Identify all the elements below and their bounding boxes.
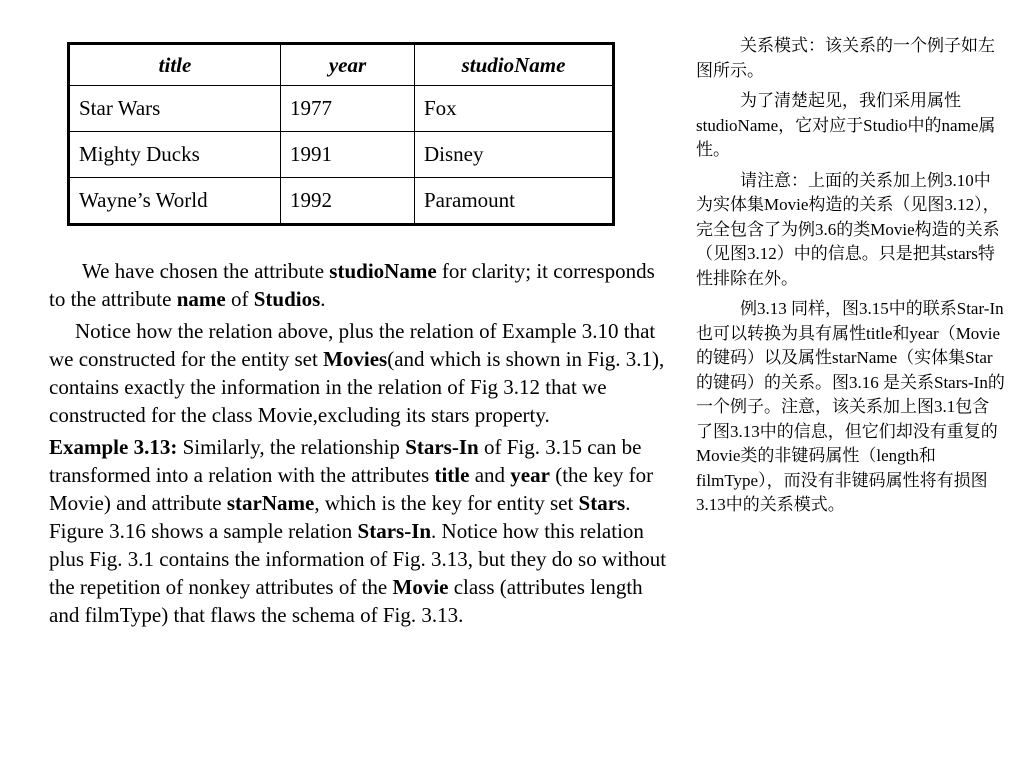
table-row (69, 178, 614, 225)
chinese-paragraph-4: 例3.13 同样，图3.15中的联系Star-In也可以转换为具有属性title和year（Movie的键码）以及属性starName（实体集Star的键码）的关系。图3.16 是关系Stars-In的一个例子。注意，该关系加上图3.1包含了图3.13中的信息，但它们却没有重复的Movie类的非键码属性（length和filmType），而没有非键码属性将有损图3.13中的关系模式。 (696, 299, 1005, 514)
cell-title: Star Wars (69, 86, 281, 132)
chinese-paragraph-1: 关系模式：该关系的一个例子如左图所示。 (696, 36, 995, 80)
header-year: year (281, 44, 415, 86)
cell-year: 1991 (281, 132, 415, 178)
header-title: title (69, 44, 281, 86)
cell-title: Mighty Ducks (69, 132, 281, 178)
english-paragraph-3: Example 3.13: Similarly, the relationship Stars-In of Fig. 3.15 can be transformed into a relation with the attributes title and year (the key for Movie) and attribute starName, which is the key for entity set Stars. Figure 3.16 shows a sample relation Stars-In. Notice how this relation plus Fig. 3.1 contains the information of Fig. 3.13, but they do so without the repetition of nonkey attributes of the Movie class (attributes length and filmType) that flaws the schema of Fig. 3.13. (49, 435, 667, 627)
chinese-paragraph-3: 请注意：上面的关系加上例3.10中为实体集Movie构造的关系（见图3.12），完全包含了为例3.6的类Movie构造的关系（见图3.12）中的信息。只是把其stars特性排除在外。 (696, 170, 1000, 288)
cell-year: 1992 (281, 178, 415, 225)
english-text (49, 257, 669, 633)
movies-relation-table (67, 42, 615, 226)
cell-studio: Paramount (415, 178, 614, 225)
chinese-paragraph-2: 为了清楚起见，我们采用属性studioName，它对应于Studio中的name属性。 (696, 91, 996, 159)
cell-studio: Disney (415, 132, 614, 178)
table-header-row (69, 44, 614, 86)
english-paragraph-2: Notice how the relation above, plus the relation of Example 3.10 that we constructed for the entity set Movies(and which is shown in Fig. 3.1), contains exactly the information in the relation of Fig 3.12 that we constructed for the class Movie,excluding its stars property. (49, 319, 665, 427)
cell-studio: Fox (415, 86, 614, 132)
cell-title: Wayne’s World (69, 178, 281, 225)
table-row (69, 86, 614, 132)
header-studioname: studioName (415, 44, 614, 86)
cell-year: 1977 (281, 86, 415, 132)
chinese-text (696, 34, 1006, 524)
table-row (69, 132, 614, 178)
english-paragraph-1: We have chosen the attribute studioName for clarity; it corresponds to the attribute name of Studios. (49, 259, 655, 311)
